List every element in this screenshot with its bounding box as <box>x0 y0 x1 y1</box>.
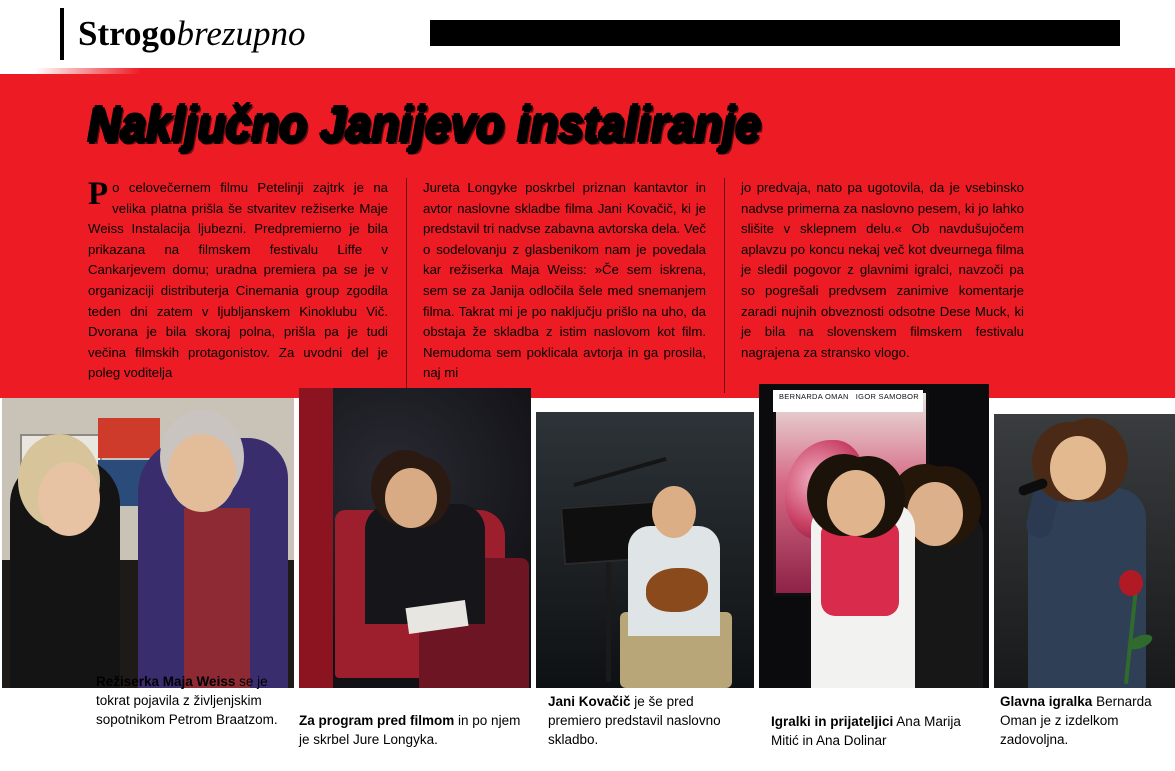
caption-maja-weiss <box>96 672 296 729</box>
masthead-black-bar <box>430 20 1120 46</box>
caption-bernarda-rest: Bernarda Oman je z izdelkom zadovoljna. <box>1000 694 1152 747</box>
article-column-3 <box>724 178 1042 393</box>
poster-name-right: IGOR SAMOBOR <box>855 392 919 401</box>
article-column-1-text: o celovečernem filmu Petelinji zajtrk je na velika platna prišla še stvaritev režiserke Maje Weiss Instalacija ljubezni. Predpremierno je bila prikazana na filmskem festivalu Liffe v Cankarjevem domu; uradna premiera pa se je v organizaciji distributerja Cinemania group zgodila teden dni zatem v ljubljanskem Kinoklubu Vič. Dvorana je bila skoraj polna, prišla pa je tudi večina filmskih protagonistov. Za uvodni del je poleg voditelja <box>88 180 388 381</box>
caption-igralki <box>771 712 981 750</box>
masthead <box>0 0 1175 68</box>
photo-bernarda-oman <box>994 414 1175 688</box>
photo-igralki-prijateljici <box>759 384 989 688</box>
photo-strip <box>0 392 1175 688</box>
article-column-2 <box>406 178 724 393</box>
masthead-title-bold: Strogo <box>78 14 177 53</box>
caption-maja-weiss-rest: se je tokrat pojavila z življenjskim sopotnikom Petrom Braatzom. <box>96 674 278 727</box>
masthead-title <box>78 14 306 54</box>
article-headline: Naključno Janijevo instaliranje <box>88 96 762 154</box>
caption-jani-kovacic <box>548 692 748 749</box>
photo-maja-weiss <box>2 398 294 688</box>
caption-maja-weiss-lead: Režiserka Maja Weiss <box>96 674 236 689</box>
masthead-left-rule <box>60 8 64 60</box>
caption-jure-longyka-lead: Za program pred filmom <box>299 713 455 728</box>
photo-jani-kovacic <box>536 412 754 688</box>
photo-bernarda-content <box>994 414 1175 688</box>
caption-jani-kovacic-rest: je še pred premiero predstavil naslovno skladbo. <box>548 694 721 747</box>
article-column-2-text: Jureta Longyke poskrbel priznan kantavtor in avtor naslovne skladbe filma Jani Kovačič, ki je predstavil tri nadvse zabavna avtorska dela. Več o sodelovanju z glasbenikom nam je povedala kar režiserka Maja Weiss: »Če sem iskrena, sem se za Janija odločila šele med snemanjem filma. Takrat mi je po naključju prišlo na uho, da obstaja že skladba z istim naslovom kot film. Nemudoma sem poklicala avtorja in ga prosila, naj mi <box>423 180 706 381</box>
photo-jure-longyka <box>299 388 531 688</box>
photo-jani-kovacic-content <box>536 412 754 688</box>
masthead-title-italic: brezupno <box>176 14 306 53</box>
photo-igralki-content <box>759 384 989 688</box>
caption-bernarda-lead: Glavna igralka <box>1000 694 1093 709</box>
red-banner <box>0 68 1175 398</box>
article-column-3-text: jo predvaja, nato pa ugotovila, da je vsebinsko nadvse primerna za naslovno pesem, ki jo lahko slišite v sklepnem delu.« Ob navdušujočem aplavzu po koncu nekaj več kot dveurnega filma je sledil pogovor z glavnimi igralci, navzoči pa so pogrešali predvsem zanimive komentarje zaradi nujnih obveznosti odsotne Dese Muck, ki je bila na slovenskem filmskem festivalu nagrajena za stransko vlogo. <box>741 180 1024 360</box>
drop-cap: P <box>88 176 109 212</box>
caption-bernarda <box>1000 692 1170 749</box>
poster-name-left: BERNARDA OMAN <box>779 392 849 401</box>
caption-jure-longyka-rest: in po njem je skrbel Jure Longyka. <box>299 713 521 747</box>
article-body <box>88 178 1098 393</box>
photo-maja-weiss-content <box>2 398 294 688</box>
caption-igralki-rest: Ana Marija Mitić in Ana Dolinar <box>771 714 961 748</box>
caption-jani-kovacic-lead: Jani Kovačič <box>548 694 631 709</box>
caption-jure-longyka <box>299 711 524 749</box>
photo-jure-longyka-content <box>299 388 531 688</box>
caption-igralki-lead: Igralki in prijateljici <box>771 714 894 729</box>
article-column-1 <box>88 178 406 393</box>
